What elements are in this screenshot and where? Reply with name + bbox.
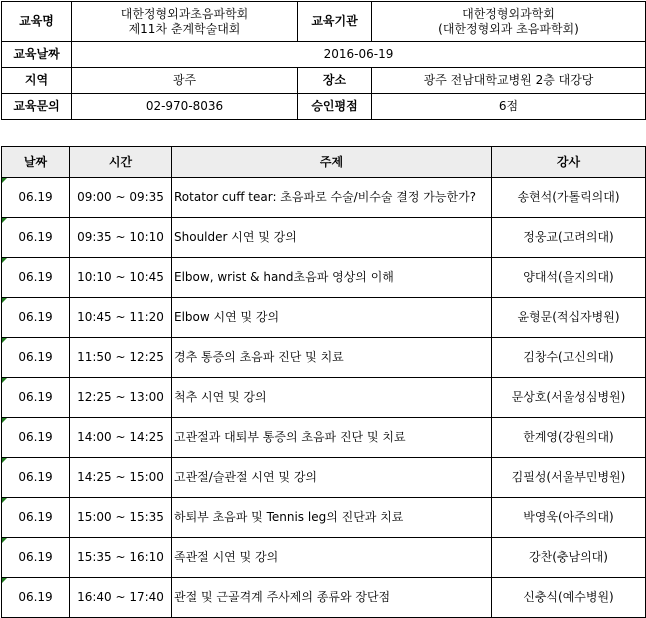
- row-time: [70, 578, 172, 618]
- row-speaker-text: 송현석(가톨릭의대): [517, 190, 620, 204]
- row-topic: [172, 578, 492, 618]
- table-row: [2, 218, 646, 258]
- row-topic-text: Elbow, wrist & hand초음파 영상의 이해: [174, 270, 394, 284]
- row-time-text: 11:50 ~ 12:25: [77, 350, 164, 364]
- row-speaker: [492, 298, 646, 338]
- org-line1: 대한정형외과학회: [462, 6, 555, 21]
- row-speaker-text: 한계영(강원의대): [523, 430, 614, 444]
- org-label: 교육기관: [298, 2, 372, 42]
- row-date: [2, 258, 70, 298]
- row-speaker: [492, 458, 646, 498]
- row-time: [70, 258, 172, 298]
- row-speaker-text: 김필성(서울부민병원): [511, 470, 626, 484]
- course-info-table: [1, 1, 646, 120]
- row-date: [2, 498, 70, 538]
- row-time: [70, 498, 172, 538]
- org-value: [372, 2, 646, 42]
- row-time: [70, 418, 172, 458]
- place-value: 광주 전남대학교병원 2층 대강당: [372, 68, 646, 94]
- region-value: 광주: [72, 68, 298, 94]
- contact-value: 02-970-8036: [72, 94, 298, 120]
- table-row: [2, 418, 646, 458]
- row-speaker: [492, 178, 646, 218]
- row-topic: [172, 378, 492, 418]
- row-time-text: 14:00 ~ 14:25: [77, 430, 164, 444]
- schedule-header-row: [2, 147, 646, 178]
- cell-corner-marker-icon: [2, 378, 7, 383]
- row-date-text: 06.19: [18, 190, 53, 204]
- row-date-text: 06.19: [18, 470, 53, 484]
- row-date-text: 06.19: [18, 270, 53, 284]
- row-speaker: [492, 338, 646, 378]
- row-time-text: 16:40 ~ 17:40: [77, 590, 164, 604]
- row-date-text: 06.19: [18, 310, 53, 324]
- table-row: [2, 258, 646, 298]
- row-speaker: [492, 418, 646, 458]
- row-topic-text: 족관절 시연 및 강의: [174, 550, 279, 564]
- row-date-text: 06.19: [18, 350, 53, 364]
- row-date-text: 06.19: [18, 230, 53, 244]
- row-topic: [172, 498, 492, 538]
- row-topic: [172, 178, 492, 218]
- row-topic: [172, 298, 492, 338]
- row-topic-text: 고관절과 대퇴부 통증의 초음파 진단 및 치료: [174, 430, 406, 444]
- row-date: [2, 298, 70, 338]
- row-topic: [172, 338, 492, 378]
- table-row: [2, 498, 646, 538]
- row-topic: [172, 218, 492, 258]
- row-time-text: 15:35 ~ 16:10: [77, 550, 164, 564]
- date-label: 교육날짜: [2, 42, 72, 68]
- row-time-text: 12:25 ~ 13:00: [77, 390, 164, 404]
- row-speaker: [492, 258, 646, 298]
- row-date-text: 06.19: [18, 430, 53, 444]
- row-topic: [172, 458, 492, 498]
- edu-name-label: 교육명: [2, 2, 72, 42]
- table-row: [2, 178, 646, 218]
- row-speaker-text: 정웅교(고려의대): [523, 230, 614, 244]
- row-date: [2, 378, 70, 418]
- row-date-text: 06.19: [18, 590, 53, 604]
- row-speaker: [492, 378, 646, 418]
- row-time: [70, 378, 172, 418]
- row-date: [2, 218, 70, 258]
- row-topic: [172, 418, 492, 458]
- row-topic-text: 경추 통증의 초음파 진단 및 치료: [174, 350, 344, 364]
- row-date: [2, 578, 70, 618]
- row-date: [2, 178, 70, 218]
- row-speaker: [492, 218, 646, 258]
- row-time-text: 09:35 ~ 10:10: [77, 230, 164, 244]
- row-topic-text: 관절 및 근골격계 주사제의 종류와 장단점: [174, 590, 391, 604]
- cell-corner-marker-icon: [2, 218, 7, 223]
- cell-corner-marker-icon: [2, 298, 7, 303]
- edu-name-line2: 제11차 춘계학술대회: [128, 21, 241, 36]
- row-time-text: 10:45 ~ 11:20: [77, 310, 164, 324]
- cell-corner-marker-icon: [2, 578, 7, 583]
- row-time: [70, 178, 172, 218]
- org-line2: (대한정형외과 초음파학회): [438, 21, 579, 36]
- row-speaker: [492, 498, 646, 538]
- row-speaker-text: 박영욱(아주의대): [523, 510, 614, 524]
- edu-name-value: [72, 2, 298, 42]
- row-topic: [172, 538, 492, 578]
- row-date: [2, 338, 70, 378]
- row-time: [70, 538, 172, 578]
- contact-label: 교육문의: [2, 94, 72, 120]
- table-row: [2, 298, 646, 338]
- row-topic: [172, 258, 492, 298]
- row-date-text: 06.19: [18, 510, 53, 524]
- row-topic-text: Shoulder 시연 및 강의: [174, 230, 297, 244]
- row-time: [70, 458, 172, 498]
- row-speaker: [492, 538, 646, 578]
- region-label: 지역: [2, 68, 72, 94]
- date-value: 2016-06-19: [72, 42, 646, 68]
- row-speaker-text: 신충식(예수병원): [523, 590, 614, 604]
- header-speaker: 강사: [492, 147, 646, 178]
- header-date: 날짜: [2, 147, 70, 178]
- cell-corner-marker-icon: [2, 258, 7, 263]
- cell-corner-marker-icon: [2, 338, 7, 343]
- table-row: [2, 378, 646, 418]
- cell-corner-marker-icon: [2, 538, 7, 543]
- row-time-text: 14:25 ~ 15:00: [77, 470, 164, 484]
- schedule-body: [2, 178, 646, 618]
- header-topic: 주제: [172, 147, 492, 178]
- row-time-text: 10:10 ~ 10:45: [77, 270, 164, 284]
- row-time: [70, 298, 172, 338]
- cell-corner-marker-icon: [2, 458, 7, 463]
- row-topic-text: 척추 시연 및 강의: [174, 390, 267, 404]
- row-time: [70, 218, 172, 258]
- row-date: [2, 538, 70, 578]
- table-row: [2, 578, 646, 618]
- row-topic-text: Rotator cuff tear: 초음파로 수술/비수술 결정 가능한가?: [174, 190, 477, 204]
- row-date: [2, 418, 70, 458]
- row-speaker-text: 양대석(을지의대): [523, 270, 614, 284]
- row-speaker-text: 강찬(충남의대): [529, 550, 608, 564]
- header-time: 시간: [70, 147, 172, 178]
- row-date: [2, 458, 70, 498]
- row-topic-text: Elbow 시연 및 강의: [174, 310, 280, 324]
- credit-value: 6점: [372, 94, 646, 120]
- cell-corner-marker-icon: [2, 498, 7, 503]
- row-speaker-text: 김창수(고신의대): [523, 350, 614, 364]
- table-row: [2, 538, 646, 578]
- row-topic-text: 하퇴부 초음파 및 Tennis leg의 진단과 치료: [174, 510, 404, 524]
- schedule-table: [1, 146, 646, 618]
- place-label: 장소: [298, 68, 372, 94]
- row-speaker: [492, 578, 646, 618]
- row-time: [70, 338, 172, 378]
- cell-corner-marker-icon: [2, 418, 7, 423]
- table-row: [2, 338, 646, 378]
- row-time-text: 15:00 ~ 15:35: [77, 510, 164, 524]
- row-speaker-text: 문상호(서울성심병원): [511, 390, 626, 404]
- row-date-text: 06.19: [18, 550, 53, 564]
- edu-name-line1: 대한정형외과초음파학회: [120, 6, 249, 21]
- row-date-text: 06.19: [18, 390, 53, 404]
- row-topic-text: 고관절/슬관절 시연 및 강의: [174, 470, 317, 484]
- row-speaker-text: 윤형문(적십자병원): [517, 310, 620, 324]
- cell-corner-marker-icon: [2, 178, 7, 183]
- row-time-text: 09:00 ~ 09:35: [77, 190, 164, 204]
- credit-label: 승인평점: [298, 94, 372, 120]
- table-row: [2, 458, 646, 498]
